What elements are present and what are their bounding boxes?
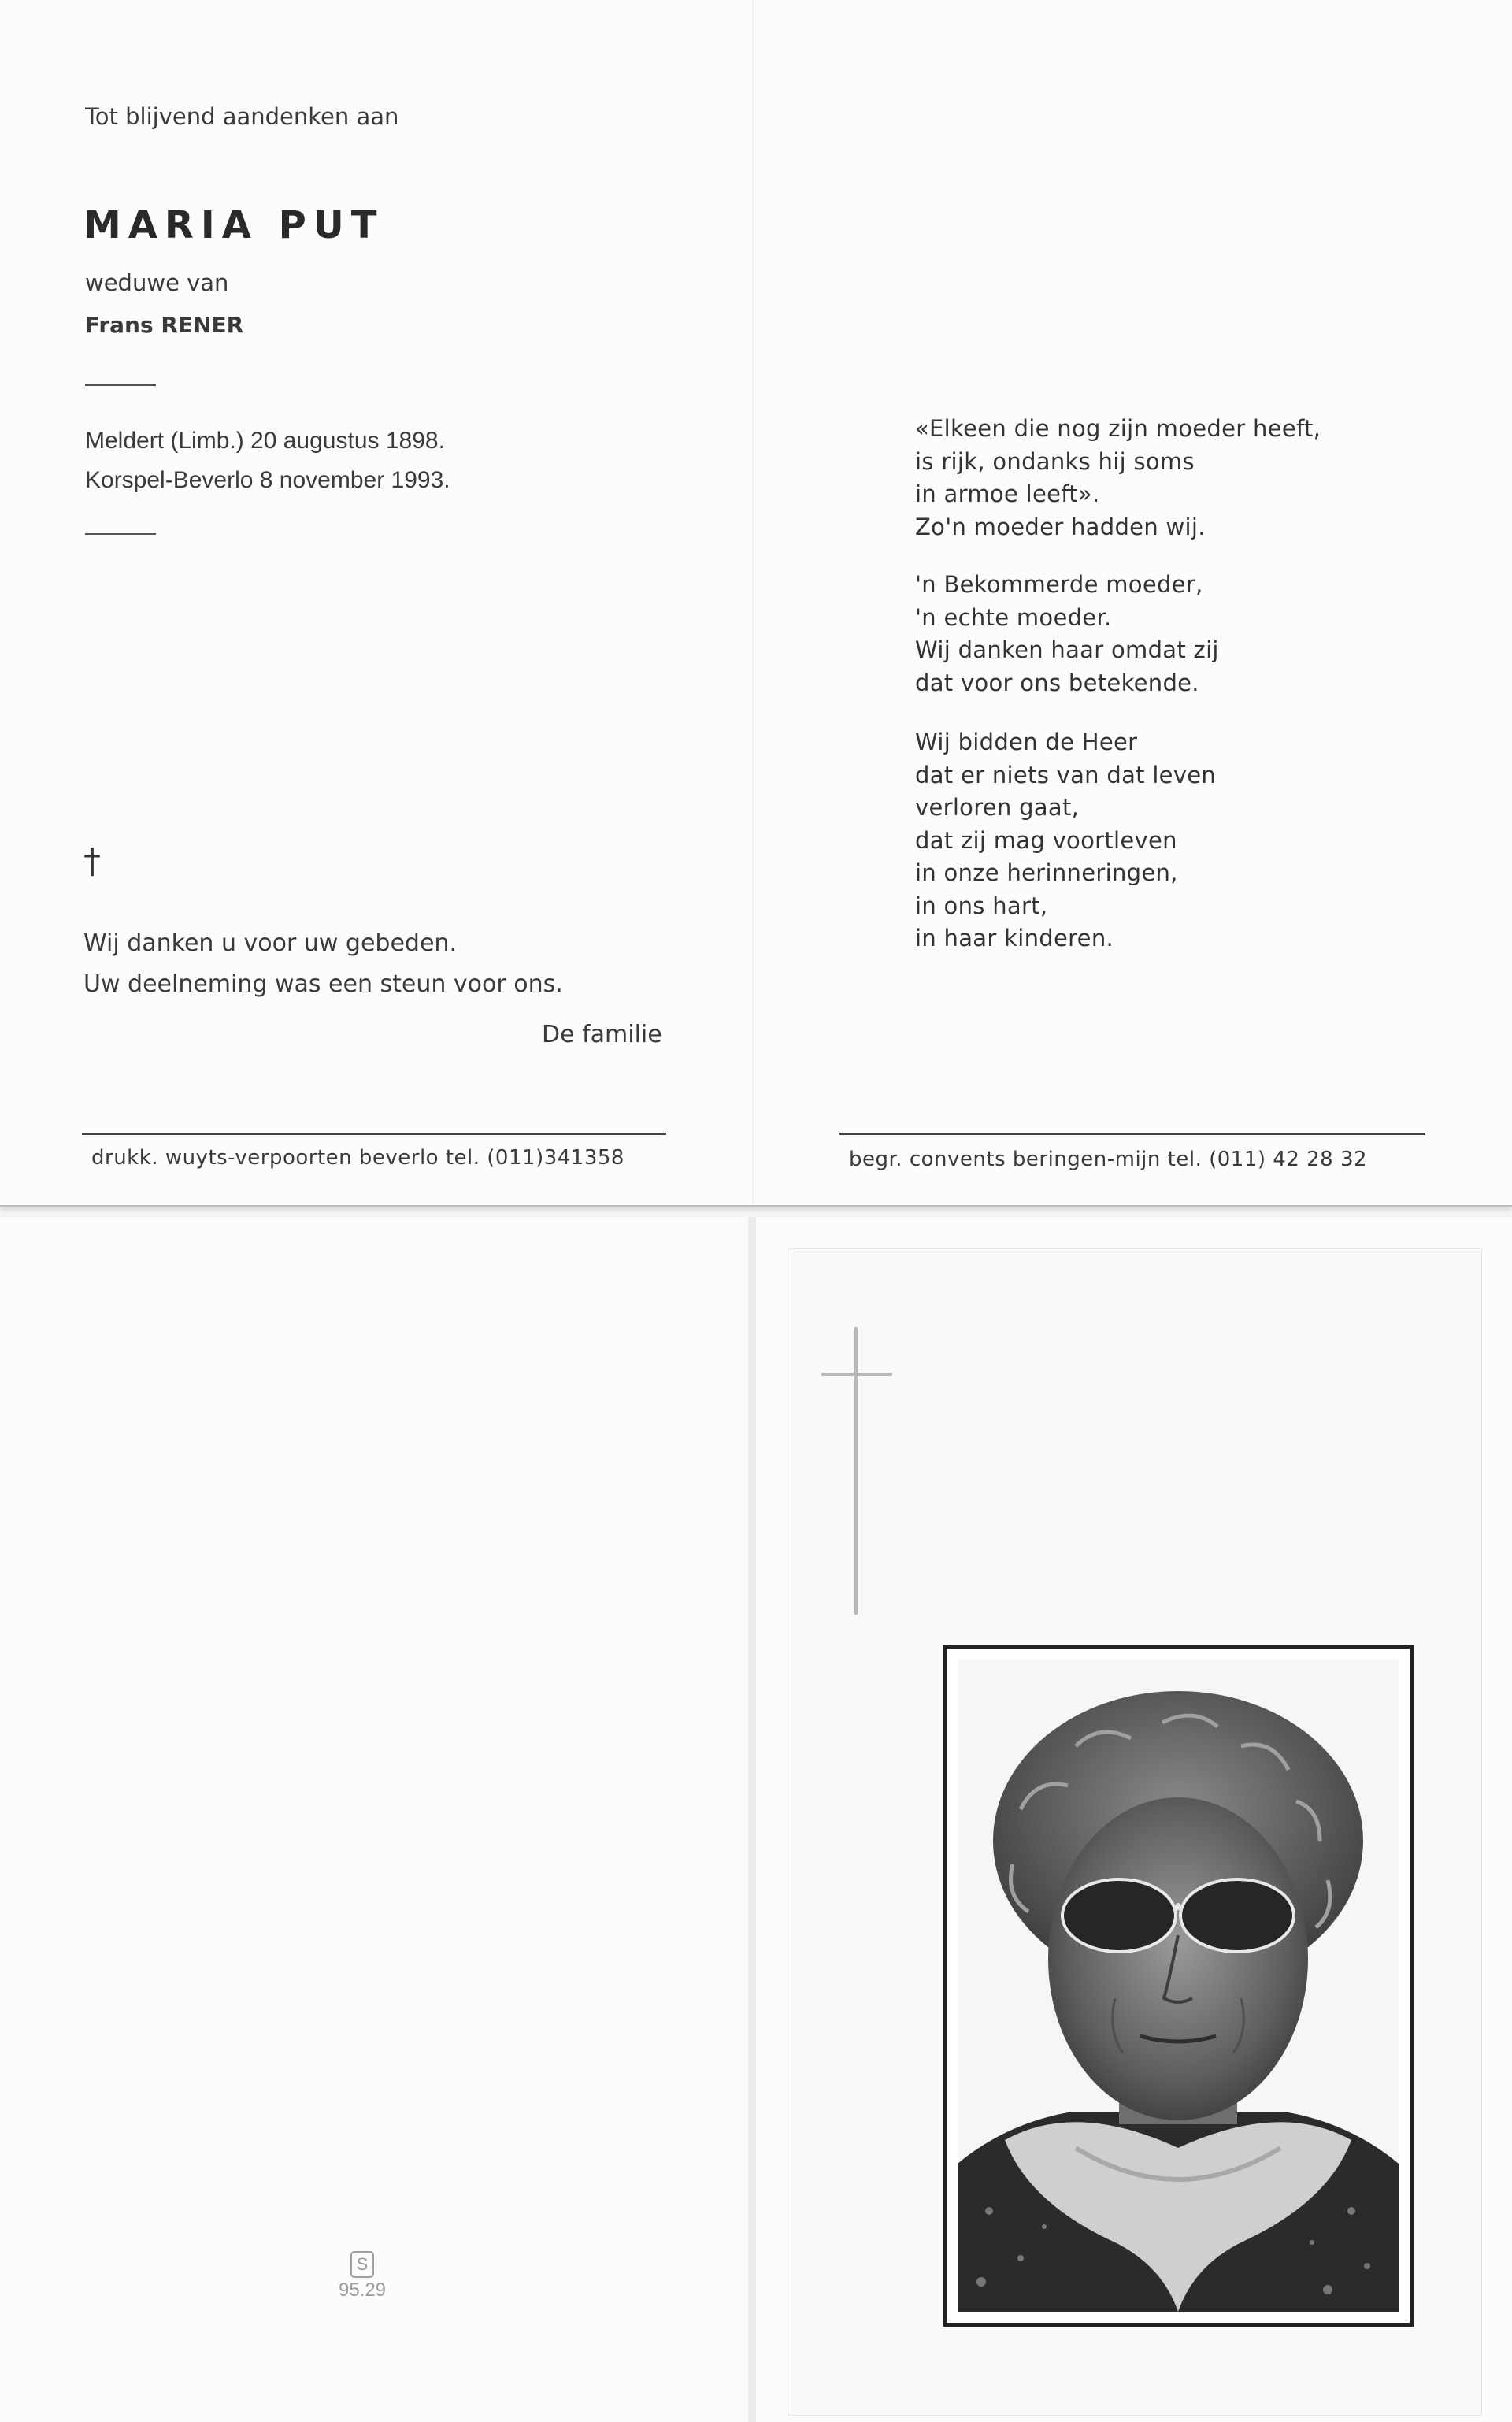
- poem-line: Wij danken haar omdat zij: [915, 636, 1219, 663]
- deceased-name: MARIA PUT: [83, 203, 384, 247]
- printer-mark: [324, 2251, 400, 2301]
- card-inside-spread: [0, 0, 1512, 1207]
- spouse-name: Frans RENER: [85, 312, 244, 338]
- printer-logo-icon: S: [350, 2251, 374, 2278]
- printer-footer: drukk. wuyts-verpoorten beverlo tel. (011)341358: [91, 1146, 624, 1170]
- birth-date: Meldert (Limb.) 20 augustus 1898.: [85, 428, 445, 454]
- portrait-photo-frame: [943, 1645, 1414, 2327]
- poem-line: 'n echte moeder.: [915, 603, 1112, 631]
- poem-line: Wij bidden de Heer: [915, 729, 1138, 755]
- poem-line: in armoe leeft».: [915, 480, 1100, 507]
- poem-line: Zo'n moeder hadden wij.: [915, 513, 1206, 540]
- poem-line: dat voor ons betekende.: [915, 669, 1199, 696]
- card-back-panel: [0, 1217, 748, 2422]
- thanks-line-2: Uw deelneming was een steun voor ons.: [83, 970, 563, 998]
- printer-code: 95.29: [338, 2279, 387, 2301]
- portrait-photo: [958, 1660, 1399, 2312]
- large-cross-bar: [821, 1373, 892, 1376]
- undertaker-footer: begr. convents beringen-mijn tel. (011) 42 28 32: [849, 1148, 1368, 1171]
- poem-line: dat er niets van dat leven: [915, 761, 1217, 788]
- footer-rule-left: [82, 1133, 666, 1135]
- poem-line: in ons hart,: [915, 892, 1048, 919]
- poem-line: 'n Bekommerde moeder,: [915, 571, 1203, 598]
- poem-line: verloren gaat,: [915, 794, 1080, 821]
- poem-line: dat zij mag voortleven: [915, 826, 1177, 854]
- poem-line: is rijk, ondanks hij soms: [915, 447, 1195, 475]
- footer-rule-right: [839, 1133, 1425, 1135]
- card-fold-line: [752, 0, 754, 1205]
- large-cross-icon: [854, 1327, 858, 1615]
- poem-line: «Elkeen die nog zijn moeder heeft,: [915, 415, 1321, 442]
- separator-dash: [85, 384, 156, 386]
- cross-icon: †: [83, 841, 101, 881]
- sheet-gap: [748, 1217, 756, 2422]
- death-date: Korspel-Beverlo 8 november 1993.: [85, 467, 450, 493]
- family-signature: De familie: [542, 1021, 662, 1048]
- relation-text: weduwe van: [85, 269, 229, 296]
- poem-line: in haar kinderen.: [915, 925, 1114, 951]
- thanks-line-1: Wij danken u voor uw gebeden.: [83, 929, 457, 957]
- separator-dash: [85, 533, 156, 535]
- poem-line: in onze herinneringen,: [915, 859, 1178, 886]
- memorial-heading: Tot blijvend aandenken aan: [85, 103, 399, 130]
